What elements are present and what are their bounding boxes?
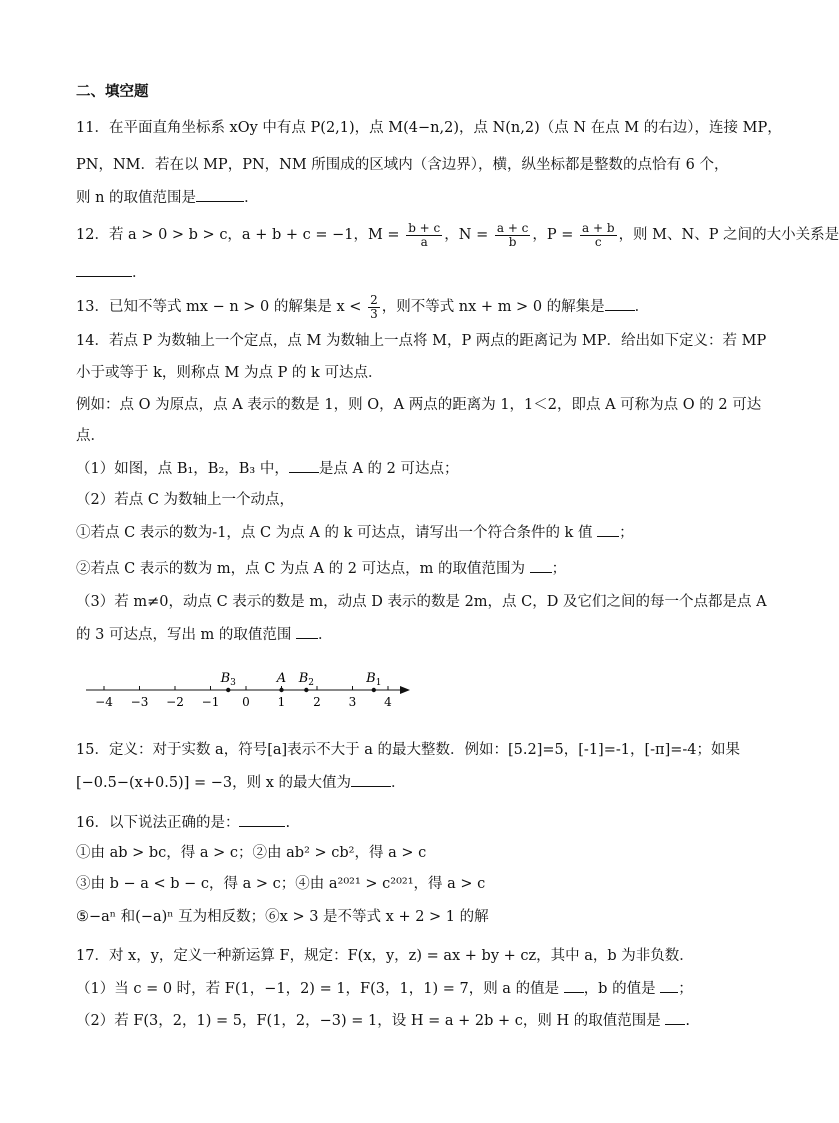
answer-blank[interactable] — [660, 978, 678, 993]
q12-pre: 12．若 a > 0 > b > c，a + b + c = −1，M = — [76, 227, 400, 243]
answer-blank[interactable] — [196, 187, 244, 202]
answer-blank[interactable] — [605, 296, 635, 311]
answer-blank[interactable] — [597, 522, 619, 537]
number-line-tick-label: −3 — [130, 695, 149, 709]
number-line-point-label: $B_1$ — [366, 671, 382, 688]
q14-line6: （2）若点 C 为数轴上一个动点， — [76, 492, 295, 508]
q11-line2: PN，NM．若在以 MP，PN，NM 所围成的区域内（含边界），横，纵坐标都是整数的点恰有 6 个， — [76, 157, 729, 173]
q11-line3-end: ． — [244, 190, 259, 206]
number-line-point-label: $B_3$ — [220, 671, 236, 688]
q13-pre: 13．已知不等式 mx − n > 0 的解集是 x < — [76, 299, 362, 315]
number-line-tick-label: −1 — [201, 695, 220, 709]
fraction-m — [406, 222, 442, 249]
q14-line2: 小于或等于 k，则称点 M 为点 P 的 k 可达点． — [76, 365, 383, 381]
q12-line2-end: ． — [132, 265, 147, 281]
q15-line1: 15．定义：对于实数 a，符号[a]表示不大于 a 的最大整数．例如：[5.2]=5，[-1]=-1，[-π]=-4；如果 — [76, 742, 741, 758]
q16-line4: ⑤−aⁿ 和(−a)ⁿ 互为相反数；⑥x > 3 是不等式 x + 2 > 1 的解 — [76, 909, 489, 925]
number-line-tick-label: 0 — [242, 695, 250, 709]
q17-line3 — [76, 1010, 726, 1031]
answer-blank[interactable] — [296, 624, 318, 639]
q14-line10-text: 的 3 可达点，写出 m 的取值范围 — [76, 627, 292, 643]
q14-line7-end: ； — [619, 525, 634, 541]
answer-blank[interactable] — [239, 812, 285, 827]
fraction-two-thirds — [368, 294, 380, 321]
q13-line — [76, 292, 726, 322]
number-line-tick-label: −2 — [166, 695, 184, 709]
q16-line1-text: 16．以下说法正确的是： — [76, 815, 240, 831]
fraction-p-num: a + b — [582, 220, 615, 235]
answer-blank[interactable] — [665, 1010, 685, 1025]
q14-line10-end: ． — [318, 627, 333, 643]
number-line-tick-label: 1 — [277, 695, 286, 709]
q15-line2-text: [−0.5−(x+0.5)] = −3，则 x 的最大值为 — [76, 775, 352, 791]
number-line-point — [372, 688, 376, 692]
section-title: 二、填空题 — [76, 83, 149, 100]
q12-mid1: ，N = — [444, 227, 489, 243]
number-line-tick-label: −4 — [95, 695, 113, 709]
number-line-point-label: A — [276, 671, 287, 686]
q14-line8 — [76, 558, 726, 579]
q17-line3-text: （2）若 F(3，2，1) = 5，F(1，2，−3) = 1，设 H = a + 2b + c，则 H 的取值范围是 — [76, 1013, 661, 1029]
number-line-point — [279, 688, 283, 692]
q13-end: ． — [634, 299, 650, 315]
q17-line2-mid: ，b 的值是 — [583, 981, 656, 997]
fraction-m-num: b + c — [408, 220, 441, 235]
number-line-point — [304, 688, 308, 692]
q16-line2: ①由 ab > bc，得 a > c；②由 ab² > cb²，得 a > c — [76, 845, 427, 861]
fraction-m-den: a — [420, 234, 428, 249]
answer-blank[interactable] — [564, 978, 584, 993]
q14-line8-end: ； — [551, 561, 567, 577]
q14-line3: 例如：点 O 为原点，点 A 表示的数是 1，则 O，A 两点的距离为 1，1＜2，即点 A 可称为点 O 的 2 可达 — [76, 397, 762, 413]
q14-line7-text: ①若点 C 表示的数为-1，点 C 为点 A 的 k 可达点，请写出一个符合条件的 k 值 — [76, 525, 593, 541]
number-line-tick-label: 3 — [348, 695, 357, 709]
q17-line2-text: （1）当 c = 0 时，若 F(1，−1，2) = 1，F(3，1，1) = 7，则 a 的值是 — [76, 981, 560, 997]
q13-post: ，则不等式 nx + m > 0 的解集是 — [381, 299, 605, 315]
q12-line1 — [76, 220, 839, 250]
fraction-n-den: b — [508, 234, 517, 249]
number-line-svg — [80, 664, 420, 714]
number-line-arrow — [400, 686, 410, 694]
q14-line5-text: （1）如图，点 B₁，B₂，B₃ 中， — [76, 461, 289, 477]
q14-line5-end: 是点 A 的 2 可达点； — [318, 461, 459, 477]
q16-line3: ③由 b − a < b − c，得 a > c；④由 a²⁰²¹ > c²⁰²¹，得 a > c — [76, 876, 486, 892]
q14-line4: 点． — [76, 428, 105, 444]
fraction-p — [580, 222, 617, 249]
answer-blank[interactable] — [289, 458, 319, 473]
q17-line3-end: . — [685, 1013, 690, 1029]
answer-blank[interactable] — [351, 772, 391, 787]
q14-line10 — [76, 624, 726, 645]
fraction-den: 3 — [370, 306, 378, 321]
q15-line2-end: ． — [391, 775, 406, 791]
number-line-point — [226, 688, 230, 692]
q16-line1 — [76, 812, 726, 833]
number-line-tick-label: 4 — [384, 695, 392, 709]
number-line-tick-label: 2 — [313, 695, 321, 709]
fraction-num: 2 — [370, 292, 378, 307]
q14-line7 — [76, 522, 726, 543]
q17-line2 — [76, 978, 726, 999]
q16-line1-end: . — [285, 815, 291, 831]
q15-line2 — [76, 772, 726, 793]
q14-line1: 14．若点 P 为数轴上一个定点，点 M 为数轴上一点将 M，P 两点的距离记为 MP．给出如下定义：若 MP — [76, 333, 767, 349]
q17-line2-end: ； — [678, 981, 693, 997]
q11-line3-text: 则 n 的取值范围是 — [76, 190, 197, 206]
q12-mid2: ，P = — [532, 227, 574, 243]
q12-line2 — [76, 262, 726, 283]
q17-line1: 17．对 x，y，定义一种新运算 F，规定：F(x，y，z) = ax + by + cz，其中 a，b 为非负数． — [76, 948, 694, 964]
q11-line1: 11．在平面直角坐标系 xOy 中有点 P(2,1)，点 M(4−n,2)，点 N(n,2)（点 N 在点 M 的右边），连接 MP， — [76, 120, 782, 136]
answer-blank[interactable] — [76, 262, 132, 277]
q14-line8-text: ②若点 C 表示的数为 m，点 C 为点 A 的 2 可达点，m 的取值范围为 — [76, 561, 525, 577]
answer-blank[interactable] — [530, 558, 552, 573]
q14-line5 — [76, 458, 726, 479]
q11-line3 — [76, 187, 726, 208]
q14-line9: （3）若 m≠0，动点 C 表示的数是 m，动点 D 表示的数是 2m，点 C，D 及它们之间的每一个点都是点 A — [76, 594, 767, 610]
fraction-n-num: a + c — [496, 220, 529, 235]
fraction-n — [495, 222, 531, 249]
number-line-figure — [80, 664, 420, 714]
number-line-point-label: $B_2$ — [298, 671, 314, 688]
q12-post: ，则 M、N、P 之间的大小关系是 — [618, 227, 839, 243]
fraction-p-den: c — [594, 234, 602, 249]
